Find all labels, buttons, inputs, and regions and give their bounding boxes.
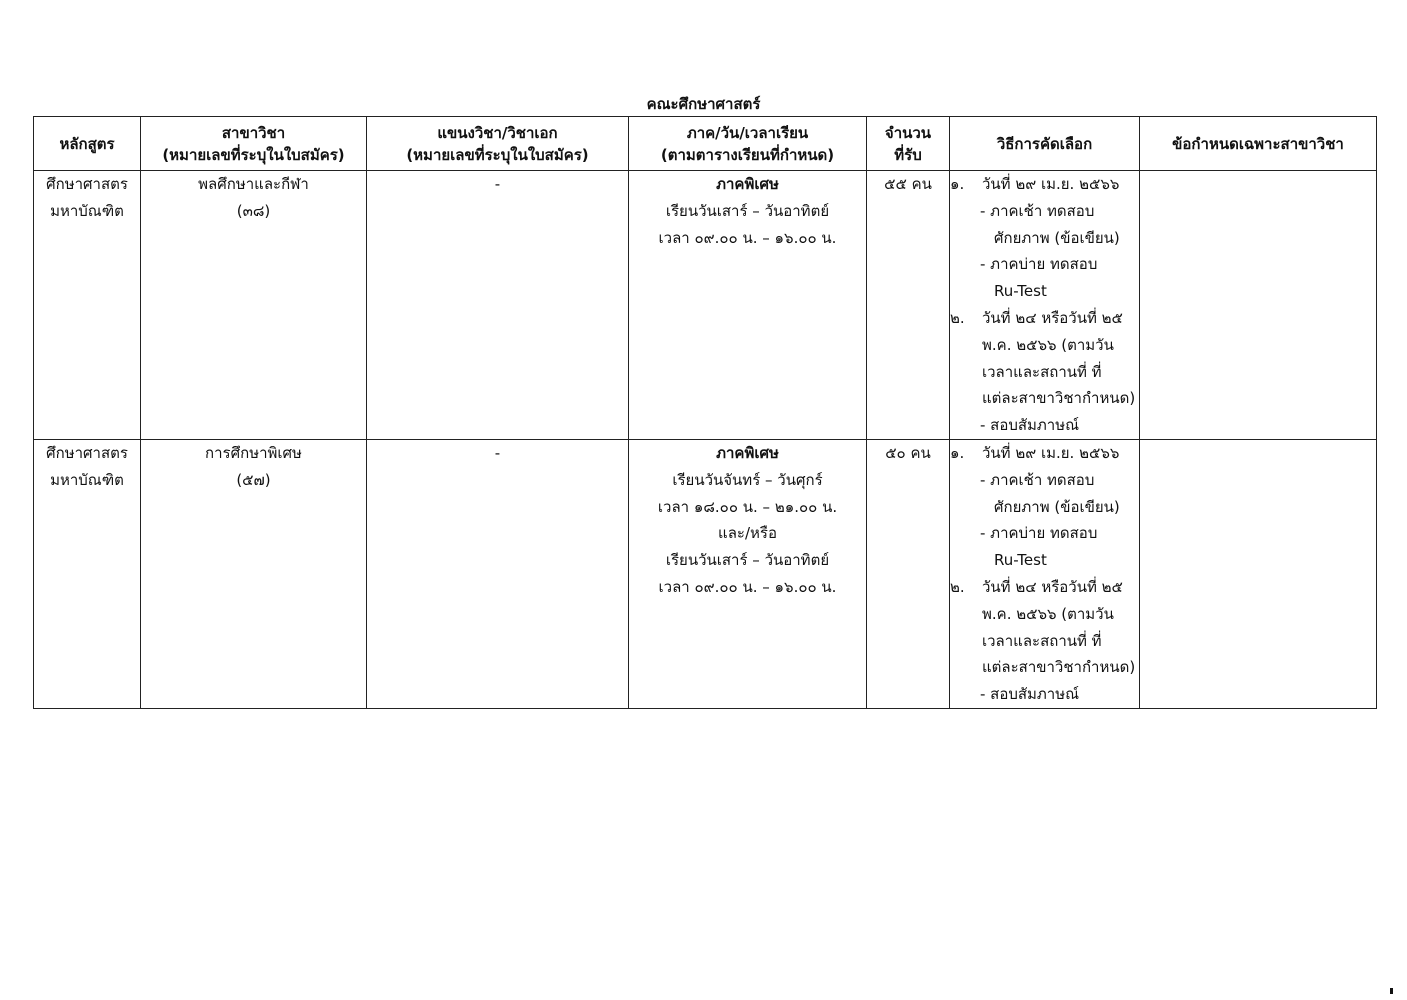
header-schedule-line2: (ตามตารางเรียนที่กำหนด) bbox=[660, 145, 835, 164]
scan-mark bbox=[1390, 988, 1393, 994]
header-field-line1: สาขาวิชา bbox=[221, 123, 286, 142]
header-minor-line1: แขนงวิชา/วิชาเอก bbox=[437, 123, 558, 142]
faculty-title: คณะศึกษาศาสตร์ bbox=[646, 95, 761, 113]
header-method: วิธีการคัดเลือก bbox=[950, 117, 1140, 171]
cell-method: ๑. วันที่ ๒๙ เม.ย. ๒๕๖๖ - ภาคเช้า ทดสอบ ศักยภาพ (ข้อเขียน) - ภาคบ่าย ทดสอบ Ru-Test ๒. วันที่ ๒๔ หรือวันที่ ๒๕ พ.ค. ๒๕๖๖ (ตามวัน เวลาและสถานที่ ที่ แต่ละสาขาวิชากำหนด) - สอบสัมภาษณ์ bbox=[950, 439, 1140, 708]
header-schedule bbox=[629, 117, 867, 171]
admission-table bbox=[33, 116, 1377, 709]
cell-minor: - bbox=[367, 439, 629, 708]
cell-schedule: ภาคพิเศษ เรียนวันเสาร์ – วันอาทิตย์ เวลา ๐๙.๐๐ น. – ๑๖.๐๐ น. bbox=[629, 171, 867, 440]
header-count-line2: ที่รับ bbox=[894, 145, 922, 164]
header-count bbox=[867, 117, 950, 171]
cell-field bbox=[141, 171, 367, 440]
cell-field bbox=[141, 439, 367, 708]
header-field bbox=[141, 117, 367, 171]
header-count-line1: จำนวน bbox=[884, 123, 932, 142]
field-code: (๓๘) bbox=[236, 201, 271, 220]
cell-requirements bbox=[1140, 439, 1377, 708]
header-field-line2: (หมายเลขที่ระบุในใบสมัคร) bbox=[162, 145, 345, 164]
header-row bbox=[34, 117, 1377, 171]
field-name: พลศึกษาและกีฬา bbox=[198, 175, 309, 193]
cell-count: ๕๕ คน bbox=[867, 171, 950, 440]
header-program: หลักสูตร bbox=[34, 117, 141, 171]
cell-program: ศึกษาศาสตร มหาบัณฑิต bbox=[34, 439, 141, 708]
header-requirements: ข้อกำหนดเฉพาะสาขาวิชา bbox=[1140, 117, 1377, 171]
header-schedule-line1: ภาค/วัน/เวลาเรียน bbox=[686, 123, 809, 142]
field-name: การศึกษาพิเศษ bbox=[205, 443, 302, 462]
term-label: ภาคพิเศษ bbox=[716, 175, 779, 193]
cell-program: ศึกษาศาสตร มหาบัณฑิต bbox=[34, 171, 141, 440]
field-code: (๕๗) bbox=[236, 470, 271, 489]
cell-requirements bbox=[1140, 171, 1377, 440]
table-row bbox=[34, 171, 1377, 440]
table-row bbox=[34, 439, 1377, 708]
cell-count: ๕๐ คน bbox=[867, 439, 950, 708]
header-minor-line2: (หมายเลขที่ระบุในใบสมัคร) bbox=[406, 145, 589, 164]
header-minor bbox=[367, 117, 629, 171]
term-label: ภาคพิเศษ bbox=[716, 443, 779, 462]
cell-method: ๑. วันที่ ๒๙ เม.ย. ๒๕๖๖ - ภาคเช้า ทดสอบ ศักยภาพ (ข้อเขียน) - ภาคบ่าย ทดสอบ Ru-Test ๒. วันที่ ๒๔ หรือวันที่ ๒๕ พ.ค. ๒๕๖๖ (ตามวัน เวลาและสถานที่ ที่ แต่ละสาขาวิชากำหนด) - สอบสัมภาษณ์ bbox=[950, 171, 1140, 440]
cell-schedule: ภาคพิเศษ เรียนวันจันทร์ – วันศุกร์ เวลา ๑๘.๐๐ น. – ๒๑.๐๐ น. และ/หรือ เรียนวันเสาร์ – วันอาทิตย์ เวลา ๐๙.๐๐ น. – ๑๖.๐๐ น. bbox=[629, 439, 867, 708]
cell-minor: - bbox=[367, 171, 629, 440]
